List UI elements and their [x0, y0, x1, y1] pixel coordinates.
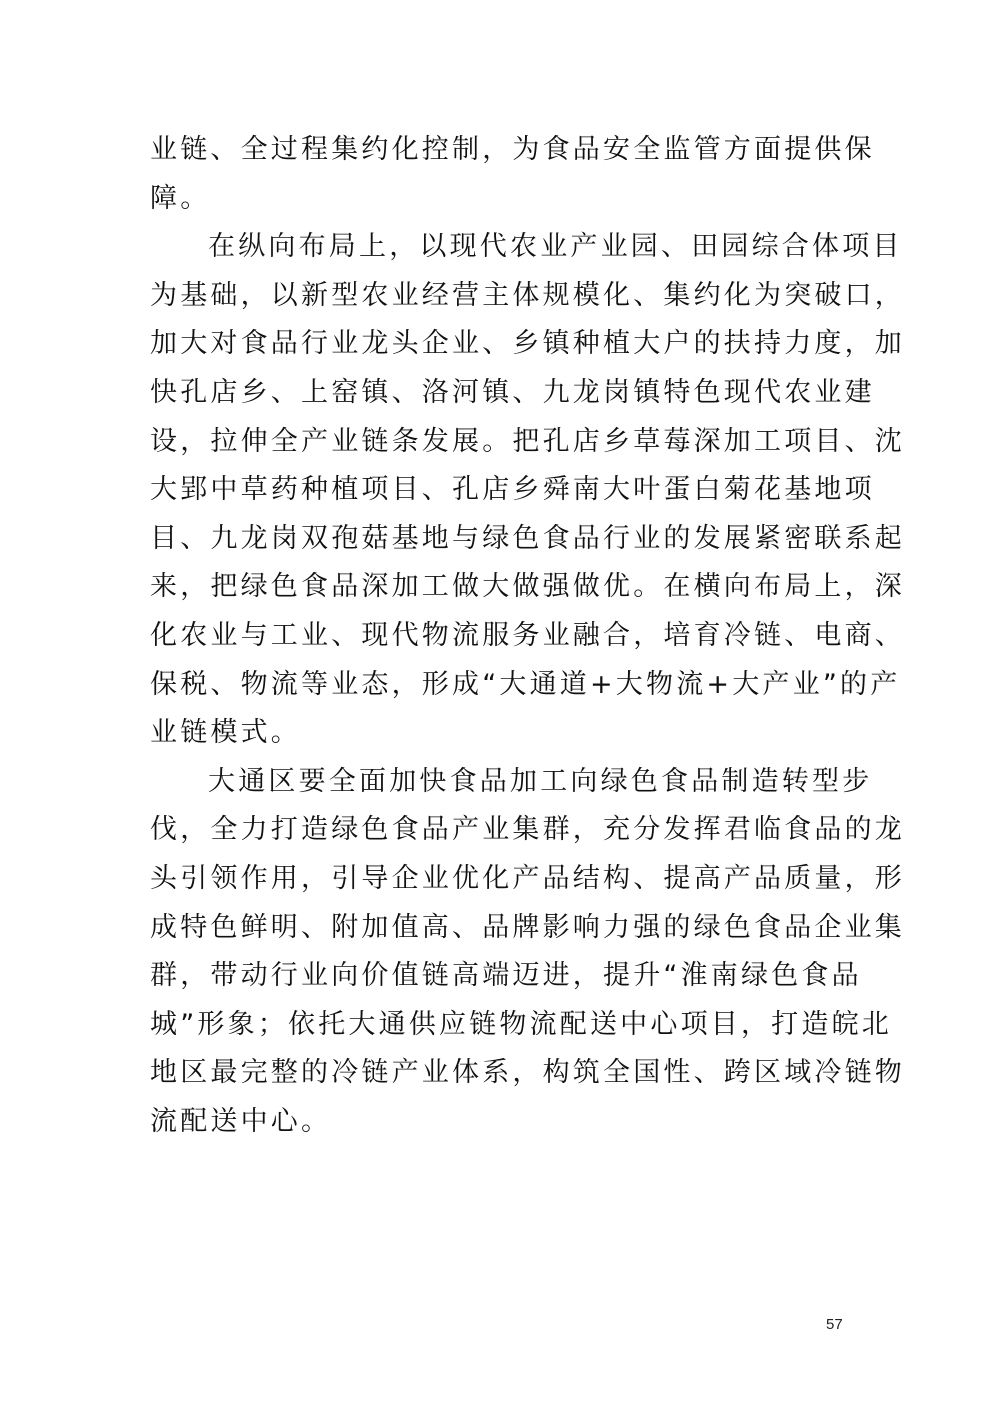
- text-line: 快孔店乡、上窑镇、洛河镇、九龙岗镇特色现代农业建: [150, 376, 875, 408]
- text-line: 来，把绿色食品深加工做大做强做优。在横向布局上，深: [150, 571, 905, 603]
- text-line: 成特色鲜明、附加值高、品牌影响力强的绿色食品企业集: [150, 911, 905, 943]
- text-line: 目、九龙岗双孢菇基地与绿色食品行业的发展紧密联系起: [150, 522, 905, 554]
- text-line: 大郢中草药种植项目、孔店乡舜南大叶蛋白菊花基地项: [150, 474, 875, 506]
- body-text: [150, 126, 905, 1146]
- text-line: 设，拉伸全产业链条发展。把孔店乡草莓深加工项目、沈: [150, 425, 905, 457]
- page-number: 57: [826, 1316, 843, 1333]
- paragraph-first-line: 在纵向布局上，以现代农业产业园、田园综合体项目: [208, 231, 903, 263]
- text-line: 障。: [150, 182, 211, 214]
- text-line: 为基础，以新型农业经营主体规模化、集约化为突破口，: [150, 279, 905, 311]
- text-line: 业链、全过程集约化控制，为食品安全监管方面提供保: [150, 134, 875, 165]
- text-line: 头引领作用，引导企业优化产品结构、提高产品质量，形: [150, 862, 905, 894]
- text-line: 保税、物流等业态，形成“大通道+大物流+大产业”的产: [150, 668, 901, 700]
- text-line: 化农业与工业、现代物流服务业融合，培育冷链、电商、: [150, 619, 905, 651]
- text-line: 地区最完整的冷链产业体系，构筑全国性、跨区域冷链物: [150, 1057, 905, 1089]
- paragraph-first-line: 大通区要全面加快食品加工向绿色食品制造转型步: [208, 765, 873, 797]
- text-line: 城”形象；依托大通供应链物流配送中心项目，打造皖北: [150, 1008, 892, 1040]
- text-line: 流配送中心。: [150, 1105, 332, 1137]
- text-line: 伐，全力打造绿色食品产业集群，充分发挥君临食品的龙: [150, 814, 905, 846]
- text-line: 加大对食品行业龙头企业、乡镇种植大户的扶持力度，加: [150, 328, 905, 360]
- text-line: 群，带动行业向价值链高端迈进，提升“淮南绿色食品: [150, 960, 862, 992]
- text-line: 业链模式。: [150, 717, 301, 749]
